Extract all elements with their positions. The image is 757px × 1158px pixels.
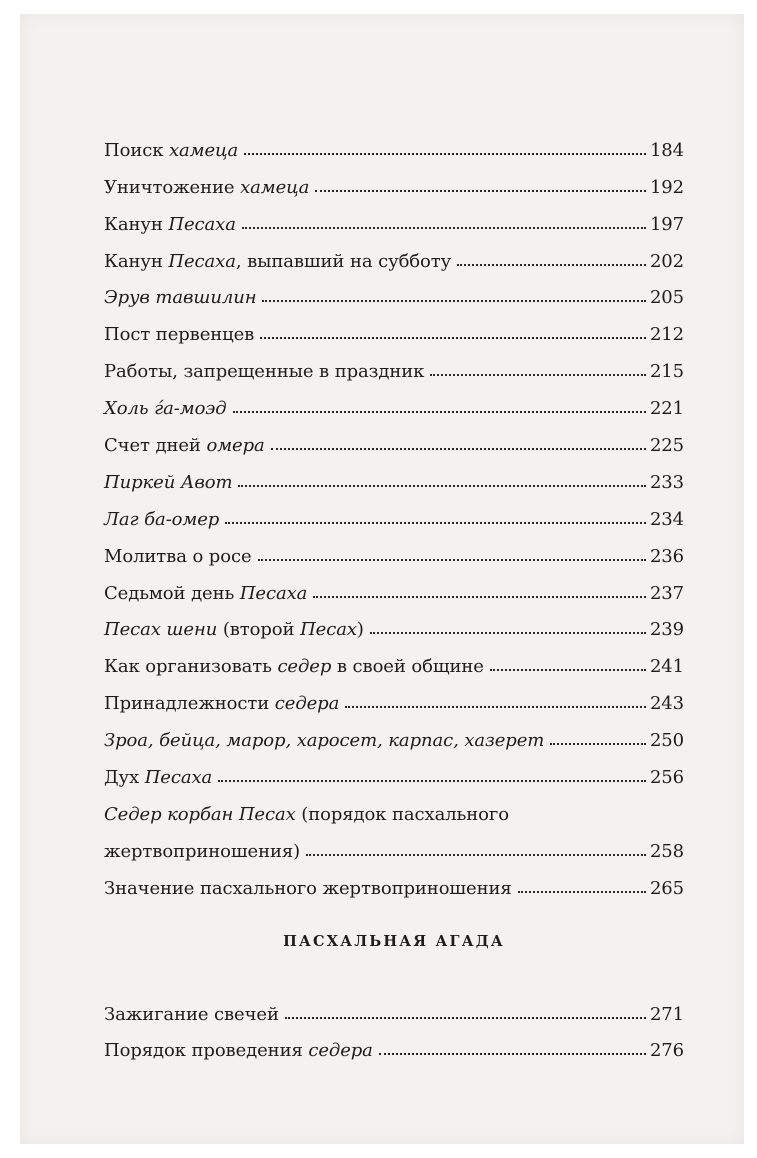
toc-entry[interactable] [104, 825, 684, 862]
italic-term: седер [277, 656, 332, 678]
page-number: 192 [649, 176, 684, 198]
entry-title [104, 398, 227, 419]
table-of-contents [104, 124, 684, 1061]
toc-entry[interactable] [104, 862, 684, 899]
toc-entry-first-line [104, 788, 684, 825]
italic-term: Песаха [168, 250, 236, 272]
toc-entry[interactable] [104, 161, 684, 198]
italic-term: Холь ѓа-моэд [104, 398, 227, 420]
entry-title [104, 287, 256, 308]
entry-title [104, 472, 232, 493]
dot-leader [218, 780, 646, 782]
italic-term: седера [308, 1040, 373, 1062]
dot-leader [430, 374, 646, 376]
title-text: Уничтожение [104, 176, 241, 198]
page-number: 236 [649, 545, 684, 567]
toc-entry[interactable] [104, 640, 684, 677]
entry-title [104, 841, 300, 862]
toc-list-haggadah [104, 988, 684, 1062]
page-number: 215 [649, 361, 684, 383]
page-number: 225 [649, 435, 684, 457]
page-number: 237 [649, 582, 684, 604]
entry-title [104, 361, 424, 382]
dot-leader [285, 1017, 646, 1019]
title-text: Седьмой день [104, 582, 240, 604]
title-text: Работы, запрещенные в праздник [104, 361, 425, 383]
italic-term: хамеца [240, 176, 310, 198]
title-text: Как организовать [104, 656, 278, 678]
dot-leader [550, 743, 646, 745]
dot-leader [238, 485, 645, 487]
dot-leader [225, 522, 646, 524]
title-text: в своей общине [331, 656, 484, 678]
page-number: 265 [649, 877, 684, 899]
dot-leader [490, 669, 646, 671]
dot-leader [260, 337, 646, 339]
italic-term: омера [206, 435, 265, 457]
page-number: 258 [649, 840, 684, 862]
dot-leader [244, 153, 646, 155]
italic-term: Зроа, бейца, марор, харосет, карпас, хазерет [104, 730, 545, 752]
dot-leader [457, 264, 646, 266]
toc-entry[interactable] [104, 604, 684, 641]
toc-entry[interactable] [104, 198, 684, 235]
dot-leader [379, 1053, 646, 1055]
title-text: (второй [217, 619, 301, 641]
page-number: 256 [649, 767, 684, 789]
entry-title [104, 619, 364, 640]
entry-title [104, 693, 339, 714]
entry-title [104, 214, 236, 235]
entry-title [104, 767, 212, 788]
toc-entry[interactable] [104, 530, 684, 567]
italic-term: Седер корбан Песах [104, 803, 296, 825]
title-text: жертвоприношения) [104, 840, 301, 862]
page-number: 233 [649, 471, 684, 493]
dot-leader [242, 227, 646, 229]
toc-entry[interactable] [104, 751, 684, 788]
toc-entry[interactable] [104, 988, 684, 1025]
title-text: Дух [104, 767, 145, 789]
entry-title [104, 1040, 373, 1061]
page-number: 239 [649, 619, 684, 641]
title-text: Счет дней [104, 435, 207, 457]
title-text: Канун [104, 250, 169, 272]
dot-leader [262, 300, 645, 302]
title-text: Зажигание свечей [104, 1003, 279, 1025]
entry-title [104, 177, 309, 198]
page-number: 250 [649, 730, 684, 752]
entry-title [104, 1004, 279, 1025]
italic-term: хамеца [168, 139, 239, 161]
dot-leader [315, 190, 646, 192]
dot-leader [233, 411, 646, 413]
dot-leader [313, 596, 646, 598]
entry-title [104, 546, 252, 567]
entry-title [104, 804, 684, 825]
dot-leader [271, 448, 646, 450]
toc-entry[interactable] [104, 567, 684, 604]
page-number: 276 [649, 1040, 684, 1062]
dot-leader [518, 891, 646, 893]
italic-term: Эрув тавшилин [104, 287, 257, 309]
toc-entry[interactable] [104, 124, 684, 161]
page-number: 197 [649, 213, 684, 235]
title-text: Канун [104, 213, 169, 235]
title-text: Принадлежности [104, 693, 275, 715]
toc-list-main [104, 124, 684, 899]
page-number: 184 [649, 139, 684, 161]
entry-title [104, 878, 512, 899]
title-text: Значение пасхального жертвоприношения [104, 877, 512, 899]
toc-entry[interactable] [104, 235, 684, 272]
toc-entry[interactable] [104, 382, 684, 419]
toc-entry[interactable] [104, 419, 684, 456]
entry-title [104, 251, 451, 272]
toc-entry[interactable] [104, 345, 684, 382]
italic-term: Песаха [168, 213, 236, 235]
title-text: Пост первенцев [104, 324, 255, 346]
page-number: 243 [649, 693, 684, 715]
page-number: 221 [649, 398, 684, 420]
toc-entry[interactable] [104, 308, 684, 345]
toc-entry[interactable] [104, 456, 684, 493]
italic-term: седера [274, 693, 340, 715]
book-page [20, 14, 744, 1144]
entry-title [104, 656, 484, 677]
title-text: Поиск [104, 139, 169, 161]
entry-title [104, 583, 307, 604]
entry-title [104, 730, 544, 751]
entry-title [104, 509, 219, 530]
italic-term: Лаг ба-омер [104, 508, 220, 530]
toc-entry[interactable] [104, 272, 684, 309]
italic-term: Песах [300, 619, 357, 641]
entry-title [104, 324, 254, 345]
page-number: 202 [649, 250, 684, 272]
italic-term: Пиркей Авот [104, 471, 233, 493]
entry-title [104, 140, 238, 161]
title-text: Молитва о росе [104, 545, 252, 567]
title-text: ) [356, 619, 364, 641]
dot-leader [306, 854, 646, 856]
entry-title [104, 435, 265, 456]
toc-entry[interactable] [104, 677, 684, 714]
dot-leader [370, 632, 646, 634]
title-text: (порядок пасхального [295, 803, 509, 825]
page-number: 212 [649, 324, 684, 346]
toc-entry[interactable] [104, 1025, 684, 1062]
toc-entry[interactable] [104, 493, 684, 530]
page-number: 241 [649, 656, 684, 678]
italic-term: Песаха [144, 767, 213, 789]
italic-term: Песаха [239, 582, 308, 604]
italic-term: Песах шени [104, 619, 218, 641]
section-heading: ПАСХАЛЬНАЯ АГАДА [283, 932, 505, 950]
page-number: 271 [649, 1003, 684, 1025]
title-text: Порядок проведения [104, 1040, 309, 1062]
title-text: , выпавший на субботу [235, 250, 452, 272]
dot-leader [258, 559, 646, 561]
dot-leader [345, 706, 646, 708]
page-number: 205 [649, 287, 684, 309]
toc-entry[interactable] [104, 714, 684, 751]
page-number: 234 [649, 508, 684, 530]
